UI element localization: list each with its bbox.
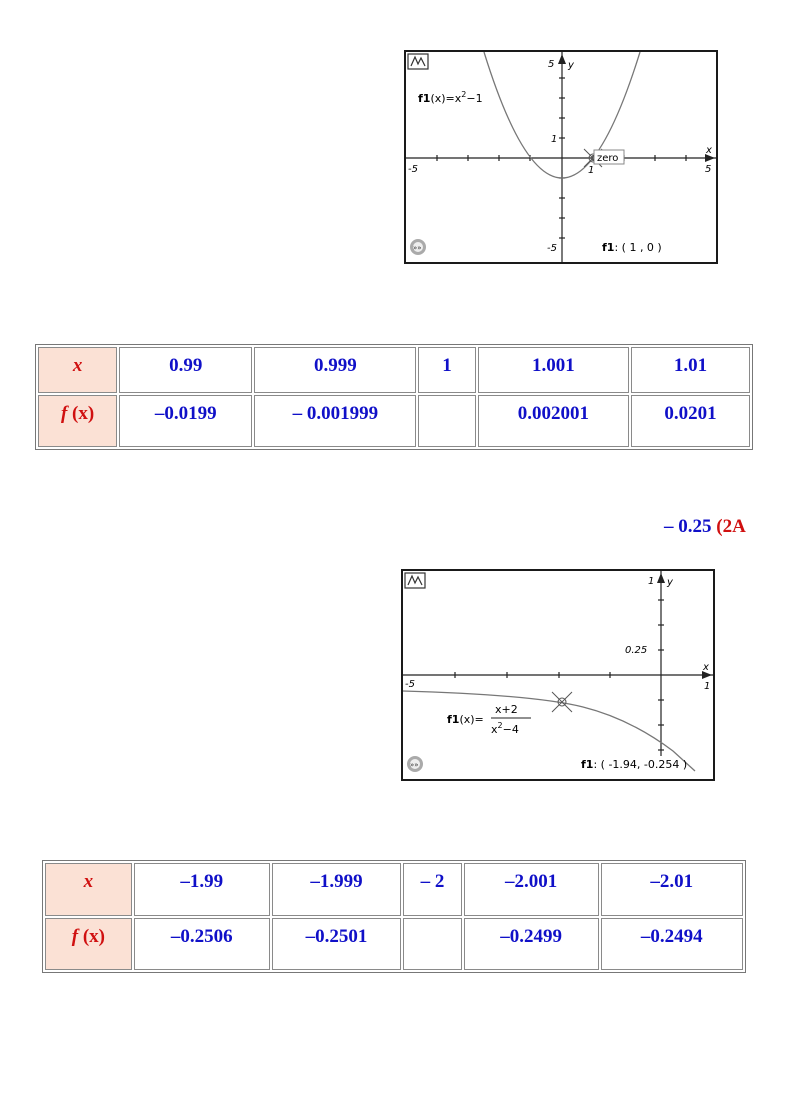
x-header-cell: x <box>38 347 117 393</box>
fx-value-cell: 0.002001 <box>478 395 629 447</box>
svg-text:»»: »» <box>410 761 419 769</box>
x-value-cell: – 2 <box>403 863 461 916</box>
fx-value-cell <box>403 918 461 970</box>
point-readout: f1: ( 1 , 0 ) <box>602 241 662 254</box>
function-label: $f1(x)=x^2-1$ <box>418 90 483 105</box>
svg-text:f1(x)=: f1(x)= <box>447 713 484 726</box>
x-value-cell: 1 <box>418 347 475 393</box>
fx-value-cell <box>418 395 475 447</box>
xmin-label: -5 <box>408 164 418 175</box>
graph-screen-parabola <box>404 50 718 264</box>
function-label <box>447 703 531 736</box>
ymax-label: 5 <box>548 59 555 70</box>
fx-value-cell: 0.0201 <box>631 395 750 447</box>
point-readout: f1: ( -1.94, -0.254 ) <box>581 758 688 771</box>
fx-value-cell: –0.2499 <box>464 918 599 970</box>
x-value-cell: 1.01 <box>631 347 750 393</box>
function-numerator: x+2 <box>495 703 518 716</box>
xmax-label: 5 <box>705 164 712 175</box>
fx-value-cell: –0.2506 <box>134 918 270 970</box>
svg-text:»»: »» <box>413 244 422 252</box>
ymin-label: -5 <box>547 243 557 254</box>
x-header-cell: x <box>45 863 132 916</box>
fx-value-cell: – 0.001999 <box>254 395 416 447</box>
menu-button-icon[interactable] <box>407 756 423 772</box>
zero-tooltip <box>594 150 624 164</box>
limit-value: – 0.25 <box>664 516 712 537</box>
x-value-cell: –1.99 <box>134 863 270 916</box>
graph-canvas <box>406 52 716 262</box>
function-denominator: $x^2-4$ <box>491 721 519 736</box>
values-table-1 <box>35 344 753 450</box>
x-axis-label: x <box>706 145 712 156</box>
fx-value-cell: –0.0199 <box>119 395 252 447</box>
x-value-cell: 1.001 <box>478 347 629 393</box>
x-value-cell: –2.01 <box>601 863 743 916</box>
xmax-label: 1 <box>704 681 711 692</box>
graph-tool-icon[interactable] <box>408 54 428 69</box>
graph-screen-rational <box>401 569 715 781</box>
x-value-cell: 0.999 <box>254 347 416 393</box>
graph-canvas <box>403 571 713 779</box>
ymax-label: 1 <box>648 576 655 587</box>
x-axis-label: x <box>703 662 709 673</box>
x-value-cell: 0.99 <box>119 347 252 393</box>
y-axis-label: y <box>568 60 574 71</box>
x-value-cell: –2.001 <box>464 863 599 916</box>
table-row-x <box>38 347 750 393</box>
fx-header-cell: f (x) <box>45 918 132 970</box>
y-axis-arrow <box>558 54 566 64</box>
y-axis-arrow <box>657 573 665 583</box>
y-axis-label: y <box>667 577 673 588</box>
limit-value-fragment <box>664 516 746 538</box>
svg-text:zero: zero <box>597 153 619 164</box>
table-row-x <box>45 863 743 916</box>
tick-label-quarter: 0.25 <box>625 645 648 656</box>
fx-value-cell: –0.2501 <box>272 918 402 970</box>
table-row-fx <box>45 918 743 970</box>
tick-label-x-one: 1 <box>588 165 595 176</box>
xmin-label: -5 <box>405 679 415 690</box>
graph-tool-icon[interactable] <box>405 573 425 588</box>
reference-label: (2A <box>716 516 746 537</box>
menu-button-icon[interactable] <box>410 239 426 255</box>
x-value-cell: –1.999 <box>272 863 402 916</box>
tick-label-y-one: 1 <box>551 134 558 145</box>
table-row-fx <box>38 395 750 447</box>
fx-value-cell: –0.2494 <box>601 918 743 970</box>
fx-header-cell: f (x) <box>38 395 117 447</box>
values-table-2 <box>42 860 746 973</box>
